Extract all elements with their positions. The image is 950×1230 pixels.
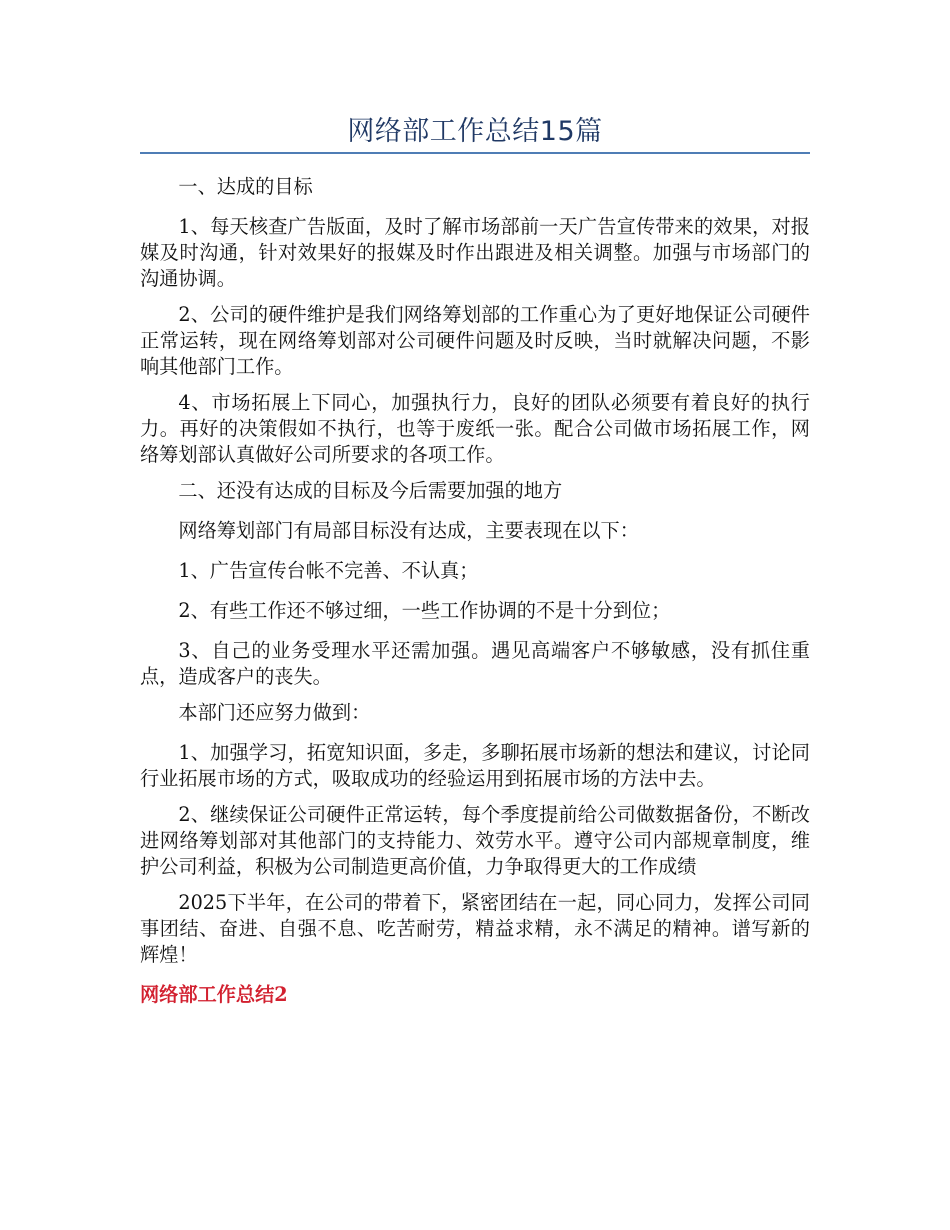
section-heading-achieved: 一、达成的目标 — [178, 175, 313, 198]
list-item: 2、继续保证公司硬件正常运转，每个季度提前给公司做数据备份，不断改进网络筹划部对其他部门的支持能力、效劳水平。遵守公司内部规章制度，维护公司利益，积极为公司制造更高价值，力争取得更大的工作成绩 — [140, 803, 810, 878]
paragraph: 本部门还应努力做到： — [178, 701, 371, 724]
closing-paragraph: 2025下半年，在公司的带着下，紧密团结在一起，同心同力，发挥公司同事团结、奋进、自强不息、吃苦耐劳，精益求精，永不满足的精神。谱写新的辉煌！ — [140, 891, 810, 966]
next-section-heading: 网络部工作总结2 — [140, 983, 288, 1006]
paragraph: 4、市场拓展上下同心，加强执行力，良好的团队必须要有着良好的执行力。再好的决策假如不执行，也等于废纸一张。配合公司做市场拓展工作，网络筹划部认真做好公司所要求的各项工作。 — [140, 391, 810, 466]
list-item: 1、加强学习，拓宽知识面，多走，多聊拓展市场新的想法和建议，讨论同行业拓展市场的方式，吸取成功的经验运用到拓展市场的方法中去。 — [140, 741, 810, 790]
paragraph: 2、公司的硬件维护是我们网络筹划部的工作重心为了更好地保证公司硬件正常运转，现在网络筹划部对公司硬件问题及时反映，当时就解决问题，不影响其他部门工作。 — [140, 303, 810, 378]
document-body — [140, 174, 810, 968]
section-heading-not-achieved: 二、还没有达成的目标及今后需要加强的地方 — [178, 479, 563, 502]
list-item: 3、自己的业务受理水平还需加强。遇见高端客户不够敏感，没有抓住重点，造成客户的丧失。 — [140, 639, 810, 688]
list-item: 2、有些工作还不够过细，一些工作协调的不是十分到位； — [178, 599, 671, 622]
list-item: 1、广告宣传台帐不完善、不认真； — [178, 559, 479, 582]
paragraph: 网络筹划部门有局部目标没有达成，主要表现在以下： — [178, 519, 639, 542]
paragraph: 1、每天核查广告版面，及时了解市场部前一天广告宣传带来的效果，对报媒及时沟通，针对效果好的报媒及时作出跟进及相关调整。加强与市场部门的沟通协调。 — [140, 215, 810, 290]
document-page — [140, 0, 810, 1008]
title-divider — [140, 152, 810, 154]
document-title: 网络部工作总结15篇 — [347, 116, 603, 147]
